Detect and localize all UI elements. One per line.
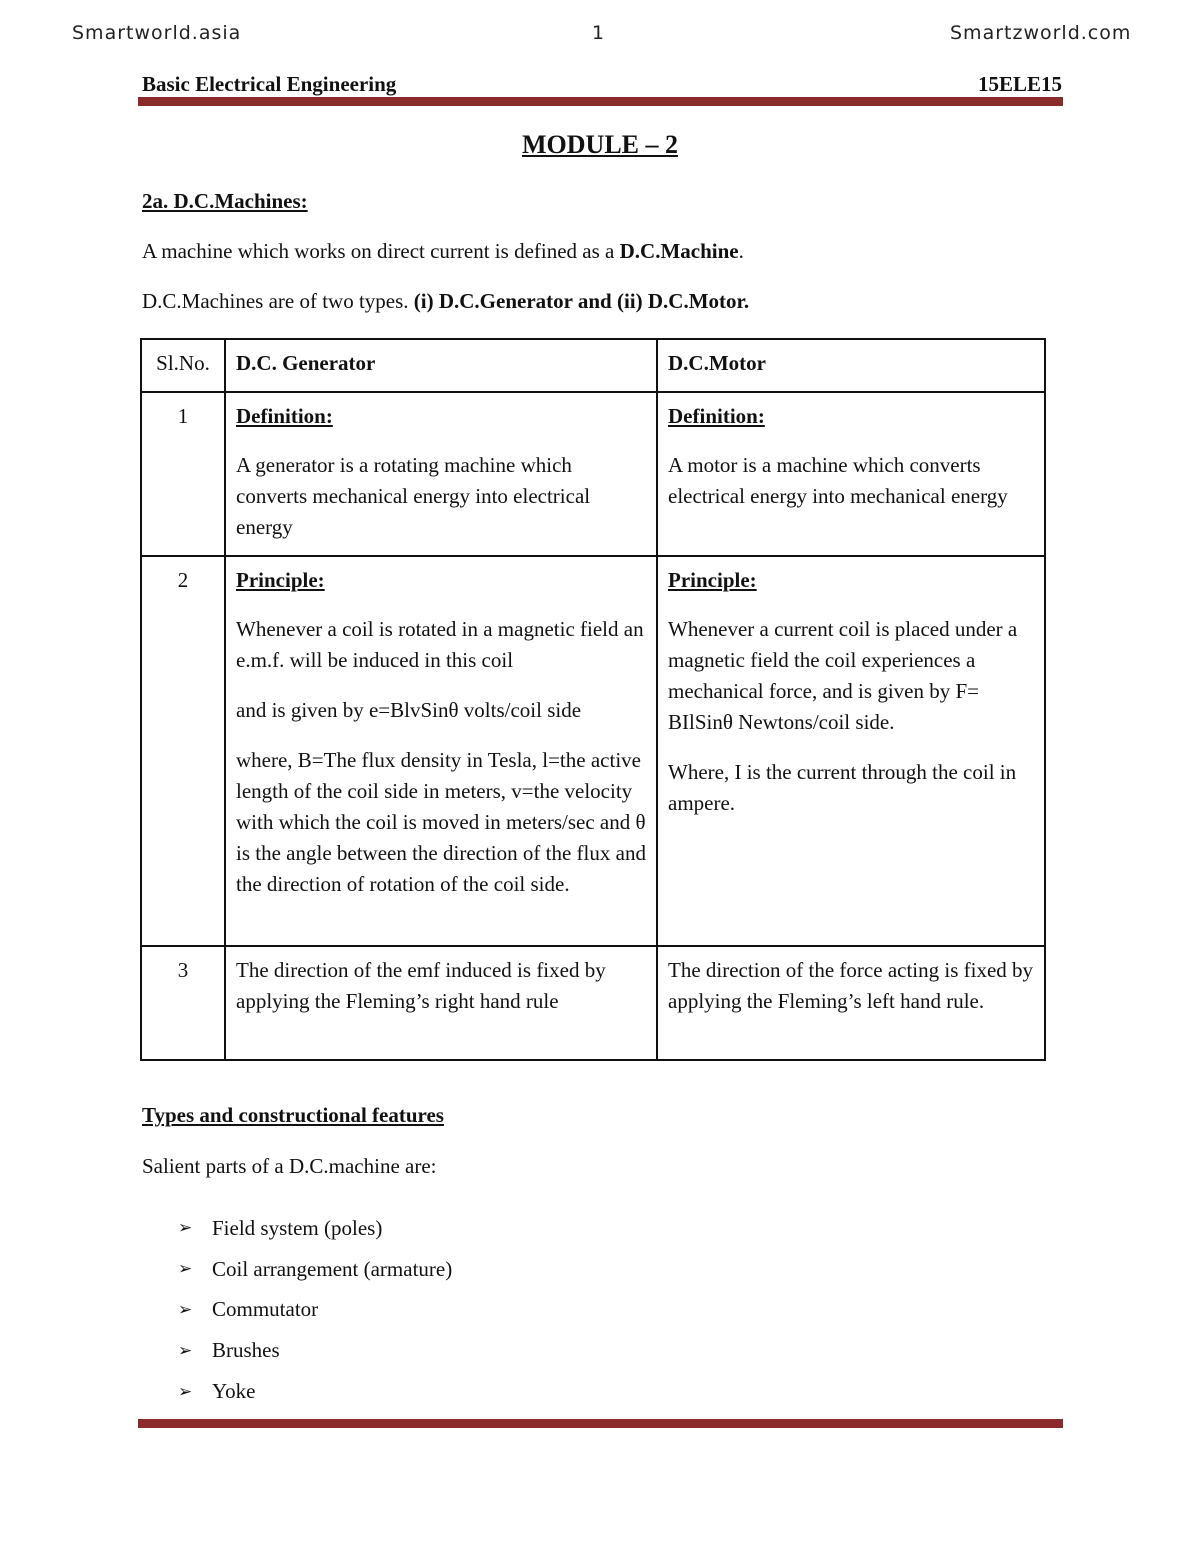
list-item <box>178 1290 452 1331</box>
list-item <box>178 1330 452 1371</box>
section-title: 2a. D.C.Machines: <box>142 189 308 213</box>
list-item-label: Coil arrangement (armature) <box>212 1256 453 1281</box>
types-prefix: D.C.Machines are of two types. <box>142 289 414 313</box>
row-slno: 3 <box>141 946 225 1060</box>
site-name-left: Smartworld.asia <box>72 22 242 44</box>
course-title: Basic Electrical Engineering <box>142 72 397 96</box>
motor-principle-heading: Principle: <box>668 568 757 592</box>
module-title: MODULE – 2 <box>522 130 678 159</box>
definition-suffix: . <box>738 239 744 263</box>
generator-cell <box>225 556 657 946</box>
table-row <box>141 946 1045 1060</box>
motor-definition-text: A motor is a machine which converts electrical energy into mechanical energy <box>668 453 1008 508</box>
motor-direction-text: The direction of the force acting is fixed by applying the Fleming’s left hand rule. <box>668 958 1034 1013</box>
list-item <box>178 1371 452 1412</box>
header-rule <box>138 97 1063 106</box>
types-paragraph <box>142 289 749 314</box>
footer-rule <box>138 1419 1063 1428</box>
list-item <box>178 1208 452 1249</box>
generator-principle-heading: Principle: <box>236 568 325 592</box>
arrow-bullet-icon: ➢ <box>178 1299 193 1320</box>
generator-emf-formula: and is given by e=BlvSinθ volts/coil side <box>236 698 582 722</box>
motor-cell <box>657 556 1045 946</box>
arrow-bullet-icon: ➢ <box>178 1381 193 1402</box>
table-header-row <box>141 339 1045 392</box>
list-item-label: Commutator <box>212 1297 319 1322</box>
page-number: 1 <box>592 22 606 44</box>
types-bold: (i) D.C.Generator and (ii) D.C.Motor. <box>413 289 750 313</box>
arrow-bullet-icon: ➢ <box>178 1259 193 1280</box>
definition-term: D.C.Machine <box>619 239 739 263</box>
table-row <box>141 392 1045 556</box>
motor-cell <box>657 946 1045 1060</box>
generator-cell <box>225 946 657 1060</box>
table-row <box>141 556 1045 946</box>
header-generator-label: D.C. Generator <box>236 351 376 375</box>
list-item-label: Yoke <box>212 1379 256 1404</box>
generator-principle-text: Whenever a coil is rotated in a magnetic field an e.m.f. will be induced in this coil <box>236 617 644 672</box>
list-item-label: Field system (poles) <box>212 1215 383 1240</box>
motor-current-note: Where, I is the current through the coil in ampere. <box>668 760 1017 815</box>
header-slno: Sl.No. <box>141 339 225 392</box>
row-slno: 1 <box>141 392 225 556</box>
generator-direction-text: The direction of the emf induced is fixed by applying the Fleming’s right hand rule <box>236 958 606 1013</box>
generator-cell <box>225 392 657 556</box>
definition-prefix: A machine which works on direct current is defined as a <box>142 239 620 263</box>
definition-paragraph <box>142 239 744 264</box>
arrow-bullet-icon: ➢ <box>178 1340 193 1361</box>
arrow-bullet-icon: ➢ <box>178 1218 193 1239</box>
row-slno: 2 <box>141 556 225 946</box>
parts-intro: Salient parts of a D.C.machine are: <box>142 1154 437 1178</box>
comparison-table <box>140 338 1046 1061</box>
generator-symbol-explanation: where, B=The flux density in Tesla, l=the active length of the coil side in meters, v=the velocity with which the coil is moved in meters/sec and θ is the angle between the direction of the flux and the direction of rotation of the coil side. <box>236 748 646 896</box>
motor-principle-text: Whenever a current coil is placed under a magnetic field the coil experiences a mechanical force, and is given by F= BIlSinθ Newtons/coil side. <box>668 617 1018 734</box>
site-name-right: Smartzworld.com <box>950 22 1132 44</box>
header-motor-label: D.C.Motor <box>668 351 766 375</box>
header-generator <box>225 339 657 392</box>
list-item <box>178 1249 452 1290</box>
generator-definition-text: A generator is a rotating machine which converts mechanical energy into electrical energy <box>236 453 591 539</box>
course-header <box>142 72 1062 97</box>
motor-definition-heading: Definition: <box>668 404 765 428</box>
course-code: 15ELE15 <box>977 72 1062 96</box>
generator-definition-heading: Definition: <box>236 404 333 428</box>
header-motor <box>657 339 1045 392</box>
list-item-label: Brushes <box>212 1338 280 1363</box>
salient-parts-list <box>178 1208 452 1412</box>
types-section-title: Types and constructional features <box>142 1103 444 1127</box>
motor-cell <box>657 392 1045 556</box>
